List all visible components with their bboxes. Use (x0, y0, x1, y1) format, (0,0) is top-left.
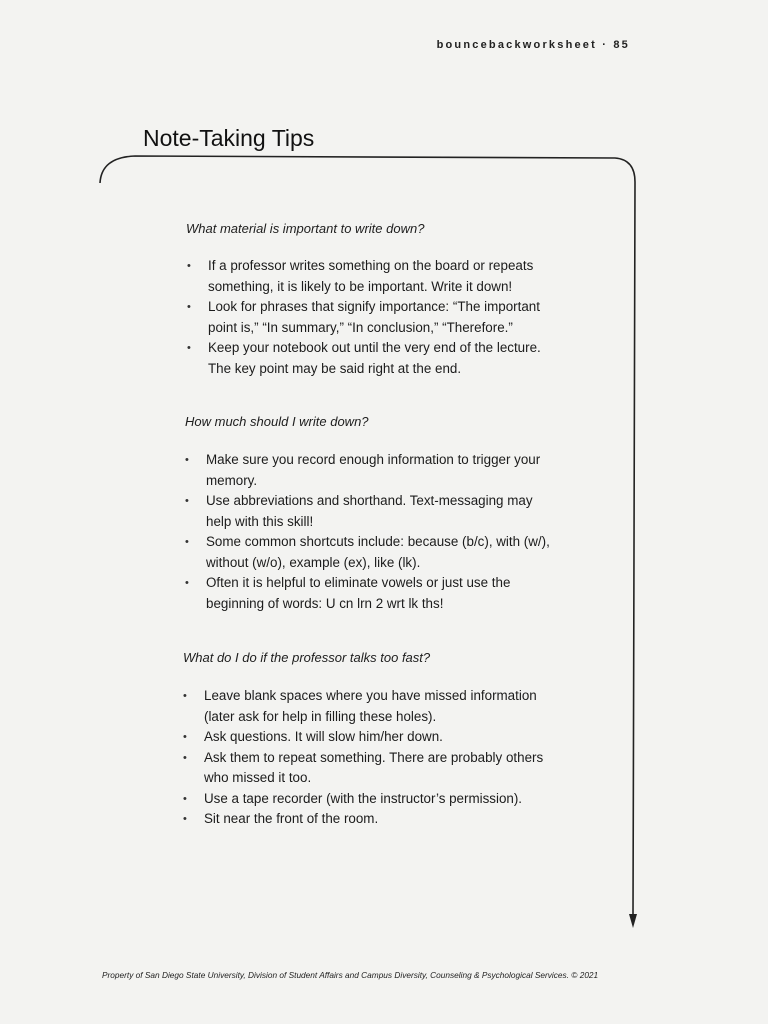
list-item: • Use abbreviations and shorthand. Text-messaging may help with this skill! (185, 493, 533, 529)
running-head: bouncebackworksheet · 85 (436, 39, 630, 51)
bullet-icon: • (183, 792, 187, 805)
section-question-1: What material is important to write down? (186, 221, 425, 236)
list-item: • Keep your notebook out until the very end of the lecture. The key point may be said right at the end. (187, 340, 541, 376)
list-item: • If a professor writes something on the board or repeats something, it is likely to be important. Write it down! (187, 258, 534, 294)
bullet-icon: • (185, 454, 189, 466)
list-item: • Look for phrases that signify importance: “The important point is,” “In summary,” “In conclusion,” “Therefore.” (187, 299, 540, 335)
tips-list-3 (182, 686, 558, 830)
bullet-icon: • (185, 536, 189, 548)
footer-copyright: Property of San Diego State University, Division of Student Affairs and Campus Diversity, Counseling & Psychological Services. © 2021 (102, 970, 599, 980)
page-title: Note-Taking Tips (143, 125, 315, 151)
list-item: • Some common shortcuts include: because (b/c), with (w/), without (w/o), example (ex), like (lk). (185, 534, 550, 570)
section-question-2: How much should I write down? (185, 414, 369, 429)
tips-list-1 (186, 256, 558, 379)
bullet-icon: • (187, 301, 191, 313)
bullet-icon: • (187, 260, 191, 272)
list-item: • Ask them to repeat something. There are probably others who missed it too. (183, 749, 544, 785)
list-item: • Leave blank spaces where you have missed information (later ask for help in filling these holes). (183, 688, 537, 724)
section-question-3: What do I do if the professor talks too fast? (183, 650, 431, 665)
list-item: • Sit near the front of the room. (182, 809, 558, 830)
bullet-icon: • (187, 342, 191, 354)
arrow-down-icon (629, 914, 637, 928)
bullet-icon: • (185, 495, 189, 507)
list-item: • Make sure you record enough information to trigger your memory. (185, 452, 541, 488)
bullet-icon: • (183, 813, 187, 825)
list-item: • Use a tape recorder (with the instructor’s permission). (182, 789, 558, 810)
list-item: • Ask questions. It will slow him/her down. (182, 727, 558, 748)
bullet-icon: • (183, 731, 187, 743)
tips-list-2 (184, 450, 552, 614)
list-item: • Often it is helpful to eliminate vowels or just use the beginning of words: U cn lrn 2 wrt lk ths! (185, 575, 511, 611)
bullet-icon: • (183, 751, 187, 764)
bullet-icon: • (185, 577, 189, 589)
bullet-icon: • (183, 690, 187, 702)
